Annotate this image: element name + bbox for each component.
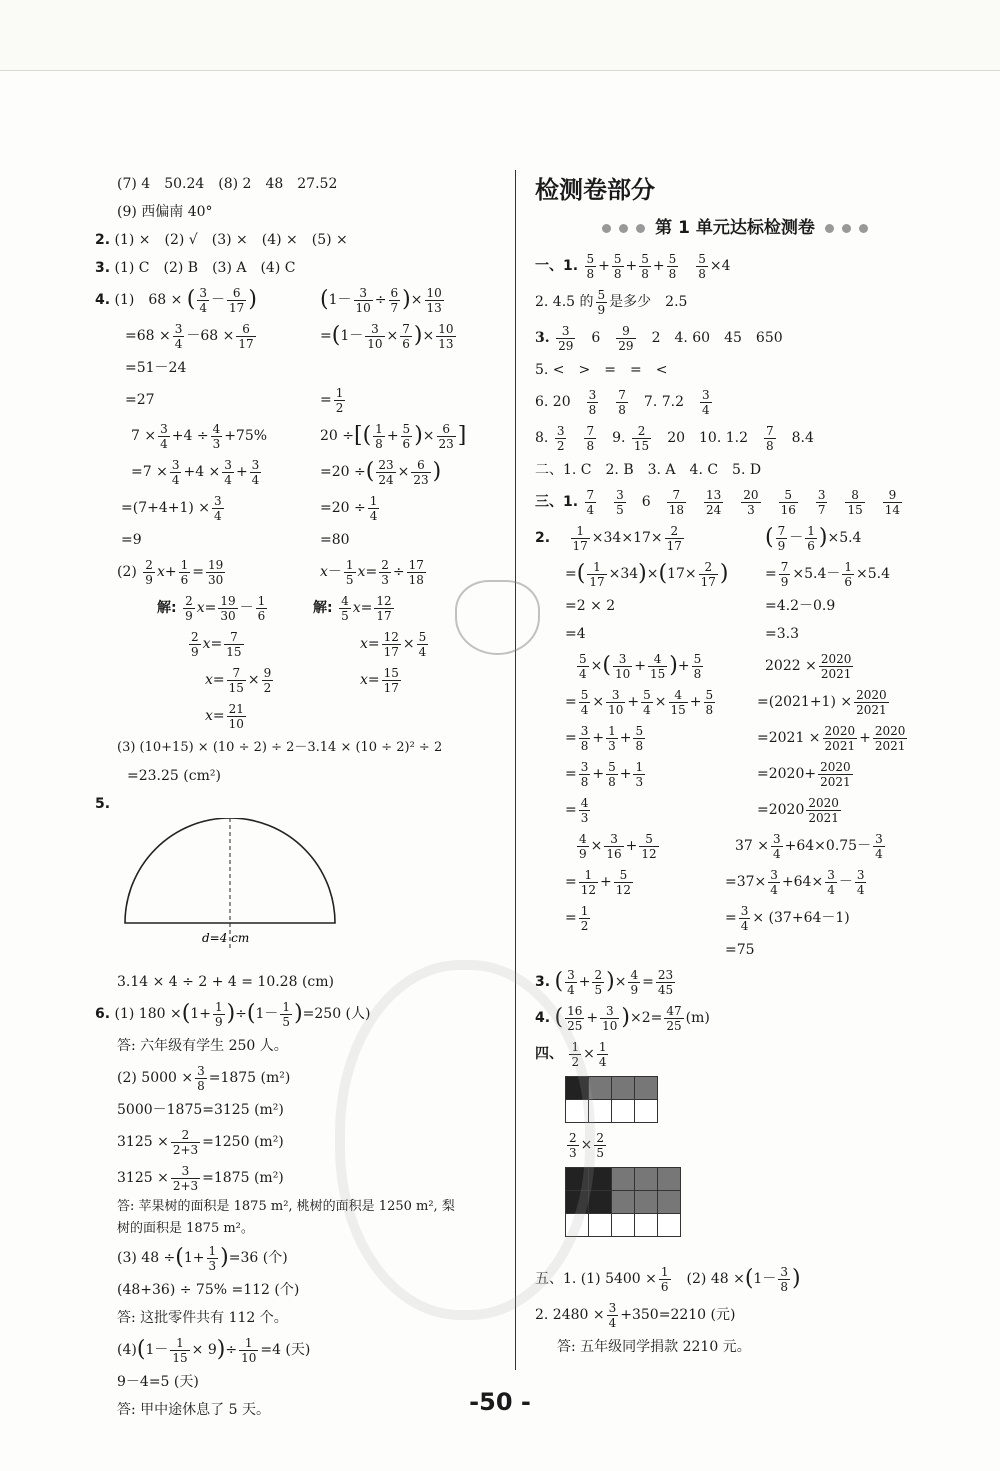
equation-row: = $\frac{5}{4}$ × $\frac{3}{10}$ + $\frac{5}{4}$ × $\frac{4}{15}$ + $\frac{5}{8}$ =(2021+1) × $\frac{2020}{2021}$ (565, 687, 887, 717)
equation-row (535, 592, 935, 620)
answer-text: 2. 4.5 的 (535, 294, 594, 310)
equation-text: =51－24 (125, 360, 187, 376)
decor-dot (602, 224, 611, 233)
answer-text: 6. 20 (535, 394, 571, 410)
equation-row (95, 526, 500, 554)
decor-dot (825, 224, 834, 233)
answer-line: 5. < > = = < (535, 362, 668, 378)
equation-text: =68 × (125, 328, 171, 344)
equation-text: =20 ÷ (320, 464, 366, 480)
answer-text: 9. (612, 430, 626, 446)
answer-line: 三、1. $\frac{7}{4}$ $\frac{3}{5}$ 6 $\frac{7}{18}$ $\frac{13}{24}$ $\frac{20}{3}$ $\frac{5}{16}$ $\frac{3}{7}$ $\frac{8}{15}$ $\frac{9}{14}$ (535, 487, 901, 517)
answer-text: 7. 7.2 (643, 394, 684, 410)
section-title: 检测卷部分 (535, 176, 655, 204)
equation-text: =27 (125, 392, 155, 408)
equation-text: =4 (天) (260, 1342, 311, 1358)
equation-row: =27 = $\frac{1}{2}$ (125, 385, 344, 415)
equation-text: (4) (117, 1342, 137, 1358)
decor-dot (842, 224, 851, 233)
question-number: 4. (535, 1010, 551, 1026)
equation-text: 2. 2480 × (535, 1307, 605, 1323)
answer-line: 答: 这批零件共有 112 个。 (117, 1310, 288, 1326)
equation-text: +350=2210 (元) (620, 1307, 736, 1323)
answer-text: (1) C (2) B (3) A (4) C (114, 260, 296, 276)
question-number: 2. (535, 530, 551, 546)
answer-text: 8. (535, 430, 549, 446)
equation-text: 7 × (131, 428, 157, 444)
equation-text: 五、1. (1) 5400 × (535, 1271, 657, 1287)
answer-text: 是多少 2.5 (609, 294, 688, 310)
answer-line: 答: 苹果树的面积是 1875 m², 桃树的面积是 1250 m², 梨 (117, 1199, 455, 1214)
equation-text: =36 (个) (228, 1250, 288, 1266)
corner-url (820, 1452, 990, 1470)
equation-text: (2) 5000 × (117, 1070, 194, 1086)
equation-text: =3.3 (765, 626, 799, 642)
answer-line (95, 254, 500, 282)
equation-row: 2. 2480 × $\frac{3}{4}$ +350=2210 (元) (535, 1300, 736, 1330)
answer-line: 树的面积是 1875 m²。 (117, 1221, 254, 1236)
equation-text: 20 ÷ (320, 428, 354, 444)
equation-row: 7 × $\frac{3}{4}$ +4 ÷ $\frac{4}{3}$ +75% 20 ÷[( $\frac{1}{8}$ + $\frac{5}{6}$ )× $\frac{6}{23}$ ] (131, 421, 467, 451)
equation-text: (2) (117, 564, 137, 580)
answer-line: 8. $\frac{3}{2}$ $\frac{7}{8}$ 9. $\frac{2}{15}$ 20 10. 1.2 $\frac{7}{8}$ 8.4 (535, 423, 814, 453)
question-row (95, 790, 500, 818)
answer-line: 2. 4.5 的 $\frac{5}{9}$ 是多少 2.5 (535, 287, 688, 317)
equation-row: 4. (1) 68 × ( $\frac{3}{4}$ － $\frac{6}{17}$ ) (1－ $\frac{3}{10}$ ÷ $\frac{6}{7}$ )× $\frac{10}{13}$ (95, 285, 442, 315)
question-number: 4. (95, 292, 111, 308)
answer-line: (7) 4 50.24 (8) 2 48 27.52 (117, 176, 338, 192)
section-subtitle (535, 213, 935, 238)
page-top-margin (0, 0, 1000, 71)
answer-text: 8.4 (791, 430, 814, 446)
solution-label: 解: (313, 600, 333, 616)
equation-row: = $\frac{1}{2}$ = $\frac{3}{4}$ × (37+64－1) (565, 903, 850, 933)
equation-row: 9－4=5 (天) (117, 1374, 199, 1390)
equation-text: =20 ÷ (320, 500, 366, 516)
answer-text: 20 10. 1.2 (667, 430, 748, 446)
equation-text: =1250 (m²) (202, 1134, 284, 1150)
equation-text: (3) 48 ÷ (117, 1250, 176, 1266)
equation-text: (m) (685, 1010, 710, 1026)
answer-line: (9) 西偏南 40° (117, 204, 213, 220)
equation-row: = $\frac{3}{8}$ + $\frac{1}{3}$ + $\frac{5}{8}$ =2021 × $\frac{2020}{2021}$ + $\frac{2020}{2021}$ (565, 723, 906, 753)
equation-row: $\frac{2}{3}$ × $\frac{2}{5}$ (569, 1130, 605, 1160)
subtitle-text: 第 1 单元达标检测卷 (655, 218, 815, 238)
answer-line: 二、1. C 2. B 3. A 4. C 5. D (535, 462, 762, 478)
equation-row: =7 × $\frac{3}{4}$ +4 × $\frac{3}{4}$ + $\frac{3}{4}$ =20 ÷( $\frac{23}{24}$ × $\frac{6}{23}$ ) (131, 457, 442, 487)
answer-line: 答: 五年级同学捐款 2210 元。 (557, 1339, 751, 1355)
equation-text: 3125 × (117, 1134, 169, 1150)
equation-text: (2) 48 × (686, 1271, 745, 1287)
equation-row: (3) (10+15) × (10 ÷ 2) ÷ 2－3.14 × (10 ÷ 2)² ÷ 2 (117, 740, 443, 755)
equation-row: (2) 5000 × $\frac{3}{8}$ =1875 (m²) (117, 1063, 291, 1093)
equation-text: 2022 × (765, 658, 817, 674)
question-number: 2. (95, 232, 111, 248)
semicircle-figure (120, 818, 360, 968)
answer-text: 6 (641, 494, 651, 510)
equation-row: =23.25 (cm²) (127, 768, 221, 784)
equation-row: =68 × $\frac{3}{4}$ －68 × $\frac{6}{17}$ =(1－ $\frac{3}{10}$ × $\frac{7}{6}$ )× $\frac{10}{13}$ (125, 321, 454, 351)
question-number: 3. (95, 260, 111, 276)
equation-text: (1) 68 × (114, 292, 183, 308)
equation-text: =9 (121, 532, 142, 548)
equation-text: =80 (320, 532, 350, 548)
answer-text: 2 4. 60 45 650 (651, 330, 783, 346)
answer-line: 6. 20 $\frac{3}{8}$ $\frac{7}{8}$ 7. 7.2 $\frac{3}{4}$ (535, 387, 710, 417)
equation-row: x= $\frac{21}{10}$ (205, 701, 244, 731)
equation-row: 3125 × $\frac{3}{2+3}$ =1875 (m²) (117, 1163, 284, 1193)
equation-row: 解: $\frac{2}{9}$ x= $\frac{19}{30}$ － $\frac{1}{6}$ 解: $\frac{4}{5}$ x= $\frac{12}{17}$ (157, 593, 392, 623)
equation-text: = (320, 392, 332, 408)
question-number: 三、1. (535, 494, 579, 510)
solution-label: 解: (157, 600, 177, 616)
equation-row: $\frac{4}{9}$ × $\frac{3}{16}$ + $\frac{5}{12}$ 37 × $\frac{3}{4}$ +64×0.75－ $\frac{3}{4}$ (579, 831, 883, 861)
equation-row (535, 620, 935, 648)
equation-row: 2. $\frac{1}{17}$ ×34×17× $\frac{2}{17}$ ( $\frac{7}{9}$ － $\frac{1}{6}$ )×5.4 (535, 523, 862, 553)
equation-text: =250 (人) (302, 1006, 371, 1022)
diameter-label: d=4 cm (202, 931, 250, 945)
equation-text: (1) 180 × (114, 1006, 182, 1022)
equation-row: =( $\frac{1}{17}$ ×34)×(17× $\frac{2}{17}$ ) = $\frac{7}{9}$ ×5.4－ $\frac{1}{6}$ ×5.4 (565, 559, 891, 589)
equation-text: =1875 (m²) (202, 1170, 284, 1186)
decor-dot (636, 224, 645, 233)
equation-row: (3) 48 ÷(1+ $\frac{1}{3}$ )=36 (个) (117, 1243, 288, 1273)
page-number: -50 - (469, 1388, 531, 1416)
answer-text: 6 (591, 330, 601, 346)
equation-row: = $\frac{1}{12}$ + $\frac{5}{12}$ =37× $\frac{3}{4}$ +64× $\frac{3}{4}$ － $\frac{3}{4}$ (565, 867, 865, 897)
equation-row: 四、 $\frac{1}{2}$ × $\frac{1}{4}$ (535, 1039, 607, 1069)
answer-line: 答: 甲中途休息了 5 天。 (117, 1402, 270, 1418)
equation-row: 五、1. (1) 5400 × $\frac{1}{6}$ (2) 48 ×(1－ $\frac{3}{8}$ ) (535, 1264, 801, 1294)
equation-text: 37 × (735, 838, 769, 854)
equation-row (95, 354, 500, 382)
question-number: 3. (535, 974, 551, 990)
decor-dot (859, 224, 868, 233)
question-number: 5. (95, 796, 111, 812)
equation-row: (4)(1－ $\frac{1}{15}$ × 9)÷ $\frac{1}{10}$ =4 (天) (117, 1335, 311, 1365)
equation-row: = $\frac{4}{3}$ =2020 $\frac{2020}{2021}$ (565, 795, 839, 825)
equation-row: 3. ( $\frac{3}{4}$ + $\frac{2}{5}$ )× $\frac{4}{9}$ = $\frac{23}{45}$ (535, 967, 674, 997)
equation-row: 3125 × $\frac{2}{2+3}$ =1250 (m²) (117, 1127, 284, 1157)
question-number: 6. (95, 1006, 111, 1022)
equation-row: =(7+4+1) × $\frac{3}{4}$ =20 ÷ $\frac{1}{4}$ (121, 493, 378, 523)
homework-stamp (455, 580, 540, 655)
right-column (535, 170, 935, 1361)
answer-line: 一、1. $\frac{5}{8}$ + $\frac{5}{8}$ + $\frac{5}{8}$ + $\frac{5}{8}$ $\frac{5}{8}$ ×4 (535, 251, 731, 281)
mascot-watermark (335, 960, 595, 1320)
equation-text: =4 (565, 626, 586, 642)
equation-row: x= $\frac{7}{15}$ × $\frac{9}{2}$ x= $\frac{15}{17}$ (205, 665, 399, 695)
answer-line: 3. $\frac{3}{29}$ 6 $\frac{9}{29}$ 2 4. 60 45 650 (535, 323, 783, 353)
equation-row: 3.14 × 4 ÷ 2 + 4 = 10.28 (cm) (117, 974, 334, 990)
equation-text: =1875 (m²) (208, 1070, 291, 1086)
equation-row: = $\frac{3}{8}$ + $\frac{5}{8}$ + $\frac{1}{3}$ =2020+ $\frac{2020}{2021}$ (565, 759, 851, 789)
question-number: 四、 (535, 1046, 563, 1062)
answer-text: (1) × (2) √ (3) × (4) × (5) × (114, 232, 348, 248)
equation-row: 5000－1875=3125 (m²) (117, 1102, 284, 1118)
equation-row: (48+36) ÷ 75% =112 (个) (117, 1282, 300, 1298)
semicircle-svg (120, 818, 360, 968)
equation-row: =75 (725, 942, 755, 958)
answer-line (95, 226, 500, 254)
equation-row: 4. ( $\frac{16}{25}$ + $\frac{3}{10}$ )×2= $\frac{47}{25}$ (m) (535, 1003, 710, 1033)
equation-row: $\frac{5}{4}$ ×( $\frac{3}{10}$ + $\frac{4}{15}$ )+ $\frac{5}{8}$ 2022 × $\frac{2020}{2021}$ (579, 651, 852, 681)
equation-text: =(7+4+1) × (121, 500, 211, 516)
equation-text: =7 × (131, 464, 168, 480)
equation-text: 3125 × (117, 1170, 169, 1186)
equation-text: =2 × 2 (565, 598, 616, 614)
equation-row: $\frac{2}{9}$ x= $\frac{7}{15}$ x= $\frac{12}{17}$ × $\frac{5}{4}$ (191, 629, 427, 659)
decor-dot (619, 224, 628, 233)
answer-line: 答: 六年级有学生 250 人。 (117, 1038, 288, 1054)
question-number: 一、1. (535, 258, 579, 274)
equation-text: =4.2－0.9 (765, 598, 836, 614)
equation-row: (2) $\frac{2}{9}$ x+ $\frac{1}{6}$ = $\frac{19}{30}$ x－ $\frac{1}{5}$ x= $\frac{2}{3}$ ÷ $\frac{17}{18}$ (117, 557, 424, 587)
equation-row: 6. (1) 180 ×(1+ $\frac{1}{9}$ )÷(1－ $\frac{1}{5}$ )=250 (人) (95, 999, 371, 1029)
